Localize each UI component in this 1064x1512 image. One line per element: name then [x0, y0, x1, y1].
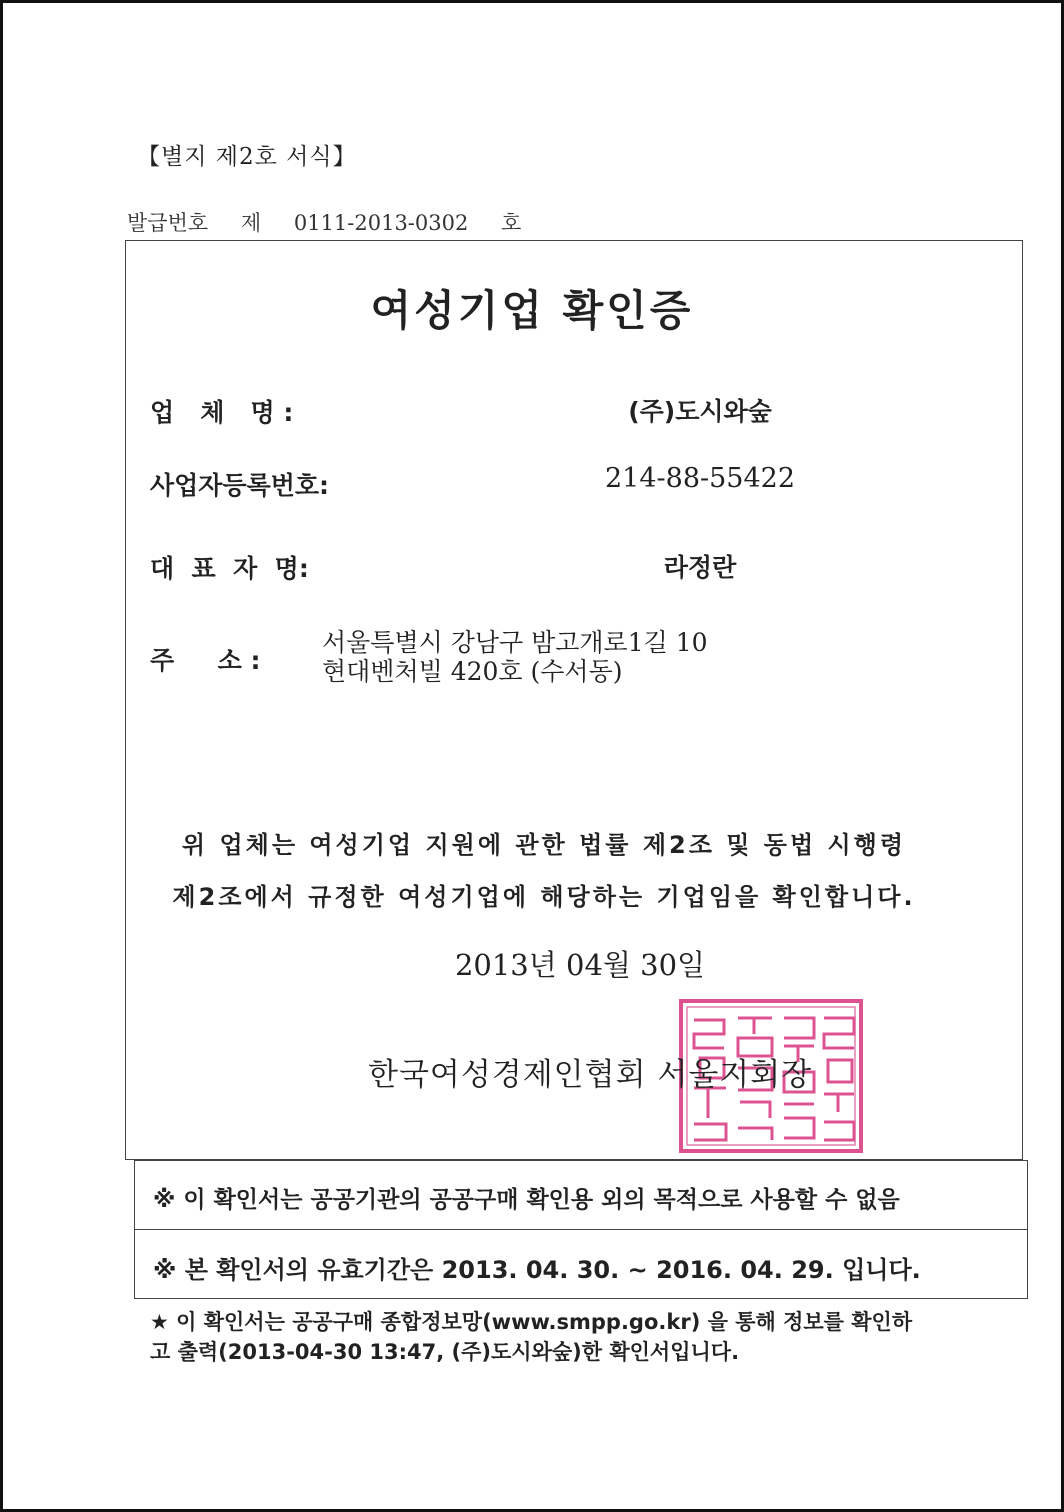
issuer-name: 한국여성경제인협회 서울지회장: [368, 1057, 813, 1093]
issue-date: 2013년 04월 30일: [454, 948, 706, 982]
statement-line-1: 위 업체는 여성기업 지원에 관한 법률 제2조 및 동법 시행령: [181, 831, 907, 859]
document-title: 여성기업 확인증: [370, 286, 694, 335]
address-line-2: 현대벤처빌 420호 (수서동): [322, 657, 623, 686]
statement-line-2: 제2조에서 규정한 여성기업에 해당하는 기업임을 확인합니다.: [172, 883, 916, 911]
business-reg-label: 사업자등록번호:: [150, 471, 330, 500]
validity-notice-box: [134, 1229, 1028, 1299]
address-line-1: 서울특별시 강남구 밤고개로1길 10: [322, 628, 708, 657]
issue-number-value: 0111-2013-0302: [293, 211, 469, 235]
representative-label: 대 표 자 명:: [150, 554, 309, 583]
address-value: [322, 628, 708, 686]
issue-number-label: 발급번호: [127, 211, 209, 235]
certificate-frame: [125, 240, 1023, 1160]
footer-line-1: ★ 이 확인서는 공공구매 종합정보망(www.smpp.go.kr) 을 통해 정보를 확인하: [150, 1310, 913, 1334]
business-reg-value: 214-88-55422: [604, 463, 796, 494]
address-label: 주 소 :: [150, 646, 261, 675]
representative-value: 라정란: [663, 553, 737, 582]
issue-number-suffix: 호: [501, 211, 522, 235]
footer-line-2: 고 출력(2013-04-30 13:47, (주)도시와숲)한 확인서입니다.: [150, 1340, 740, 1364]
company-value: (주)도시와숲: [628, 397, 772, 426]
company-label: 업 체 명 :: [150, 398, 294, 427]
issue-number: [127, 207, 547, 237]
usage-notice: ※ 이 확인서는 공공기관의 공공구매 확인용 외의 목적으로 사용할 수 없음: [153, 1187, 900, 1213]
issue-number-prefix: 제: [240, 211, 262, 235]
form-label: 【별지 제2호 서식】: [137, 144, 357, 170]
usage-notice-box: [134, 1160, 1028, 1230]
validity-notice: ※ 본 확인서의 유효기간은 2013. 04. 30. ~ 2016. 04. 29. 입니다.: [153, 1256, 921, 1284]
